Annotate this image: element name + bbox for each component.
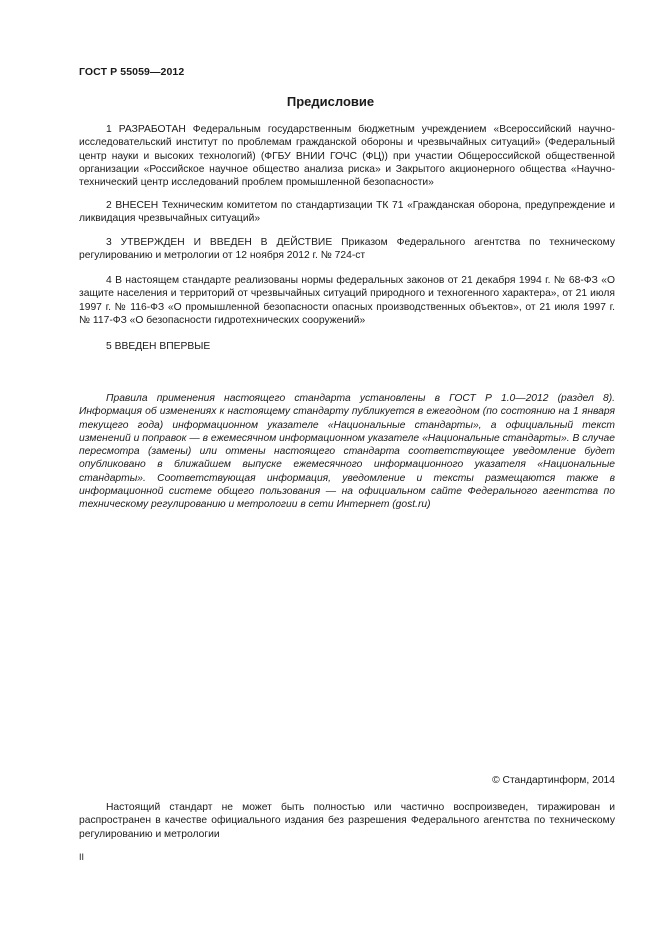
reproduction-notice: Настоящий стандарт не может быть полностью или частично воспроизведен, тиражирован и распространен в качестве официального издания без разрешения Федерального агентства по техническому регулированию и метрологии [79,802,615,840]
paragraph-1-developed: 1 РАЗРАБОТАН Федеральным государственным бюджетным учреждением «Всероссийский научно-исследовательский институт по проблемам гражданской обороны и чрезвычайных ситуаций» (Федеральный центр науки и высоких технологий) (ФГБУ ВНИИ ГОЧС (ФЦ)) при участии Общероссийской общественной организации «Российское научное общество анализа риска» и Закрытого акционерного общества «Научно-технический центр исследований проблем промышленной безопасности» [79,124,615,189]
paragraph-3-approved: 3 УТВЕРЖДЕН И ВВЕДЕН В ДЕЙСТВИЕ Приказом Федерального агентства по техническому регулированию и метрологии от 12 ноября 2012 г. № 724-ст [79,237,615,262]
paragraph-5-first-introduced: 5 ВВЕДЕН ВПЕРВЫЕ [106,341,211,352]
page-number: II [79,852,85,862]
paragraph-4-laws: 4 В настоящем стандарте реализованы нормы федеральных законов от 21 декабря 1994 г. № 68-ФЗ «О защите населения и территорий от чрезвычайных ситуаций природного и техногенного характера», от 21 июля 1997 г. № 116-ФЗ «О промышленной безопасности опасных производственных объектов», от 21 июля 1997 г. № 117-ФЗ «О безопасности гидротехнических сооружений» [79,275,615,326]
paragraph-2-introduced: 2 ВНЕСЕН Техническим комитетом по стандартизации ТК 71 «Гражданская оборона, предупреждение и ликвидация чрезвычайных ситуаций» [79,200,615,225]
page-title: Предисловие [286,94,375,109]
copyright: © Стандартинформ, 2014 [492,775,615,786]
document-code: ГОСТ Р 55059—2012 [79,66,185,78]
application-notice: Правила применения настоящего стандарта установлены в ГОСТ Р 1.0—2012 (раздел 8). Информация об изменениях к настоящему стандарту публикуется в ежегодном (по состоянию на 1 января текущего года) информационном указателе «Национальные стандарты», а официальный текст изменений и поправок — в ежемесячном информационном указателе «Национальные стандарты». В случае пересмотра (замены) или отмены настоящего стандарта соответствующее уведомление будет опубликовано в ближайшем выпуске ежемесячного информационного указателя «Национальные стандарты». Соответствующая информация, уведомление и тексты размещаются также в информационной системе общего пользования — на официальном сайте Федерального агентства по техническому регулированию и метрологии в сети Интернет (gost.ru) [79,393,615,511]
